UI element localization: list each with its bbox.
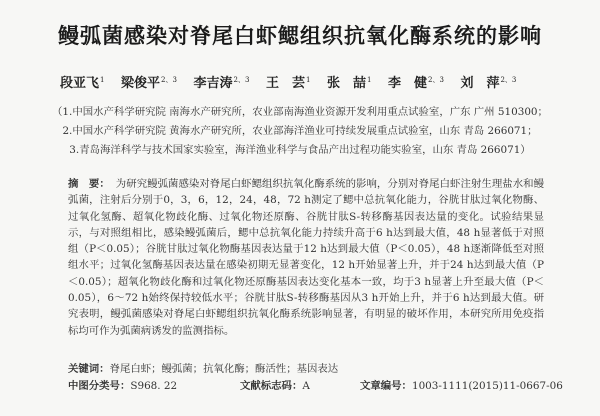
abstract-label: 摘 要：	[68, 178, 110, 190]
author-affil-sup: 1	[100, 75, 105, 84]
clc-label: 中图分类号：	[68, 380, 131, 392]
affiliation-2: 2.中国水产科学研究院 黄海水产研究所，农业部海洋渔业可持续发展重点试验室，山东 青岛 266071；	[62, 125, 538, 137]
article-value: 1003-1111(2015)11-0667-06	[411, 380, 563, 392]
doc-value: A	[302, 380, 310, 392]
author-1	[60, 76, 104, 91]
author-affil-sup: 2、3	[500, 75, 517, 84]
author-affil-sup: 1	[366, 75, 372, 84]
author-list	[60, 72, 580, 91]
affiliation-3: 3.青岛海洋科学与技术国家实验室，海洋渔业科学与食品产出过程功能实验室，山东 青岛 266071）	[69, 144, 531, 156]
clc-value: S968. 22	[130, 380, 178, 392]
author-3	[193, 76, 249, 91]
author-name: 李吉涛	[193, 76, 233, 91]
affiliation-1: （1.中国水产科学研究院 南海水产研究所，农业部南海渔业资源开发利用重点试验室，广东 广州 510300；	[52, 106, 548, 118]
author-name: 张 喆	[326, 76, 366, 91]
clc-number	[68, 377, 177, 392]
abstract-text: 为研究鳗弧菌感染对脊尾白虾鳃组织抗氧化酶系统的影响，分别对脊尾白虾注射生理盐水和鳗弧菌，注射后分别于0，3，6，12，24，48，72 h测定了鳃中总抗氧化能力，谷胱甘肽过氧化物酶、过氧化氢酶、超氧化物歧化酶、过氧化物还原酶、谷胱甘肽S-转移酶基因表达量的变化。试验结果显示，与对照组相比，感染鳗弧菌后，鳃中总抗氧化能力持续升高于6 h达到最大值，48 h显著低于对照组（P＜0.05）；谷胱甘肽过氧化物酶基因表达量于12 h达到最大值（P＜0.05），48 h逐渐降低至对照组水平；过氧化氢酶基因表达量在感染初期无显著变化，12 h开始显著上升，并于24 h达到最大值（P＜0.05）；超氧化物歧化酶和过氧化物还原酶基因表达变化基本一致，均于3 h显著上升至最大值（P＜0.05），6～72 h始终保持较低水平；谷胱甘肽S-转移酶基因从3 h开始上升，并于6 h达到最大值。研究表明，鳗弧菌感染对脊尾白虾鳃组织抗氧化酶系统影响显著，有明显的破坏作用，本研究所用免疫指标均可作为弧菌病诱发的监测指标。	[68, 178, 545, 337]
paper-title: 鳗弧菌感染对脊尾白虾鳃组织抗氧化酶系统的影响	[58, 23, 542, 48]
author-affil-sup: 1	[305, 75, 311, 84]
author-2	[121, 76, 177, 91]
author-affil-sup: 2、3	[233, 75, 250, 84]
keywords-label: 关键词：	[68, 363, 110, 375]
author-name: 梁俊平	[121, 76, 161, 91]
author-6	[388, 76, 444, 91]
article-number	[360, 377, 563, 392]
author-affil-sup: 2、3	[161, 75, 177, 84]
keywords	[68, 360, 548, 375]
author-7	[460, 76, 516, 91]
author-4	[266, 76, 310, 91]
author-name: 刘 萍	[460, 76, 500, 91]
author-name: 王 芸	[265, 76, 305, 91]
author-affil-sup: 2、3	[428, 75, 444, 84]
doc-label: 文献标志码：	[240, 380, 303, 392]
doc-code	[240, 377, 310, 392]
abstract	[68, 176, 544, 339]
author-5	[327, 76, 371, 91]
author-name: 段亚飞	[60, 76, 100, 91]
keywords-text: 脊尾白虾；鳗弧菌；抗氧化酶；酶活性；基因表达	[109, 363, 339, 375]
author-name: 李 健	[387, 76, 427, 91]
article-label: 文章编号：	[360, 380, 412, 392]
